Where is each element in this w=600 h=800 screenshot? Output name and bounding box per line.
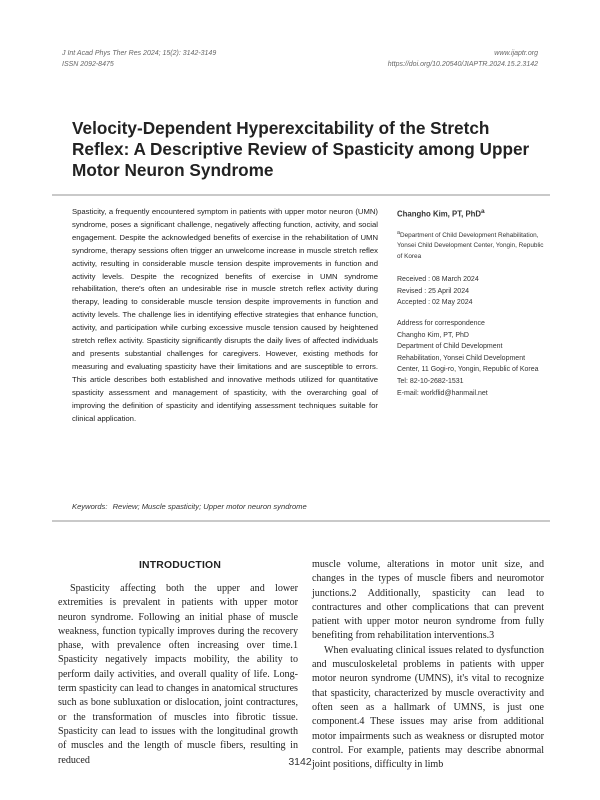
- author-name: Changho Kim, PT, PhD$^a$: [397, 208, 485, 219]
- keywords-text: Review; Muscle spasticity; Upper motor neuron syndrome: [112, 502, 307, 511]
- keywords-label: Keywords:: [72, 502, 108, 511]
- introduction-heading: INTRODUCTION: [138, 560, 222, 571]
- article-title: Velocity-Dependent Hyperexcitability of the Stretch Reflex: A Descriptive Review of Spasticity among Upper Motor Neuron Syndrome: [72, 118, 530, 180]
- abstract-text: Spasticity, a frequently encountered symptom in patients with upper motor neuron (UMN) syndrome, poses a significant challenge, negatively affecting function, activity, and social engagement. Despite the acknowledged benefits of exercise in the rehabilitation of UMN syndrome, therapy sessions often trigger an unwelcome increase in muscle stretch reflex activity, resulting in considerable muscle tension despite improvements in function and activity levels. Despite the recognized benefits of exercise in UMN syndrome rehabilitation, there's often an undesirable rise in muscle stretch reflex activity during therapy, leading to considerable muscle tension despite improvements in function and activity levels. The challenge lies in identifying effective strategies that enhance function, activity, and participation while curbing excessive muscle tension caused by heightened stretch reflex activity. Spasticity significantly disrupts the daily lives of affected individuals and presents substantial challenges for caregivers. However, existing methods for measuring and evaluating spasticity have their limitations and are susceptible to errors. This article describes both established and innovative methods utilized for quantitative spasticity assessment and management of spasticity, with the overarching goal of improving the definition of spasticity and identifying assessment techniques suitable for clinical application.: [72, 207, 378, 423]
- correspondence-address: Department of Child Development Rehabilitation, Yonsei Child Development Center, 11 Gogi-ro, Yongin, Republic of Korea: [397, 343, 539, 374]
- intro-paragraph-2: When evaluating clinical issues related to dysfunction and musculoskeletal problems in patients with upper motor neuron syndrome (UMNS), it's vital to recognize that spasticity, characterized by muscle overactivity and often seen as a hallmark of UMNS, is just one component.4 These issues may arise from additional motor impairments such as weakness or disrupted motor control. For example, patients may describe abnormal joint positions, difficulty in limb: [312, 644, 544, 771]
- date-received: Received : 08 March 2024: [397, 276, 479, 284]
- correspondence-tel: Tel: 82-10-2682-1531: [397, 377, 464, 385]
- correspondence-heading: Address for correspondence: [397, 320, 485, 327]
- date-accepted: Accepted : 02 May 2024: [397, 299, 473, 307]
- correspondence-name: Changho Kim, PT, PhD: [397, 331, 469, 339]
- body-column-left: [58, 582, 298, 768]
- issn-label: ISSN 2092-8475: [62, 61, 114, 68]
- divider-top: [52, 194, 550, 196]
- journal-header-right: [388, 48, 538, 70]
- article-dates: [397, 274, 547, 309]
- author-sidebar: [397, 206, 547, 399]
- page-number: 3142: [288, 756, 312, 768]
- doi-link[interactable]: https://doi.org/10.20540/JIAPTR.2024.15.2.3142: [387, 61, 538, 68]
- website-link[interactable]: www.ijaptr.org: [494, 50, 538, 57]
- date-revised: Revised : 25 April 2024: [397, 287, 469, 295]
- correspondence-block: [397, 330, 547, 400]
- body-column-right: [312, 558, 544, 772]
- intro-paragraph-continued: muscle volume, alterations in motor unit size, and changes in the types of muscle fibers and neuromotor junctions.2 Additionally, spasticity can lead to contractures and other complications that can prevent patient with upper motor neuron syndrome from fully benefiting from rehabilitation interventions.3: [312, 559, 544, 642]
- author-affiliation: $^a$Department of Child Development Rehabilitation, Yonsei Child Development Center, Yongin, Republic of Korea: [397, 229, 544, 260]
- divider-bottom: [52, 520, 550, 522]
- journal-citation: J Int Acad Phys Ther Res 2024; 15(2): 3142-3149: [62, 50, 217, 57]
- correspondence-email[interactable]: E-mail: workflid@hanmail.net: [397, 389, 488, 397]
- keywords-line: [72, 502, 307, 511]
- intro-paragraph-1: Spasticity affecting both the upper and lower extremities is prevalent in patients with upper motor neuron syndrome. Following an initial phase of muscle weakness, function typically improves during the recovery phase, with prevalence often increasing over time.1 Spasticity negatively impacts mobility, the ability to perform daily activities, and overall quality of life. Long-term spasticity can lead to changes in anatomical structures such as bone subluxation or dislocation, joint contractures, or the transformation of muscles into fibrotic tissue. Spasticity can lead to issues with the longitudinal growth of muscles and the length of muscle fibers, resulting in reduced: [58, 583, 298, 766]
- journal-header-left: [62, 48, 216, 70]
